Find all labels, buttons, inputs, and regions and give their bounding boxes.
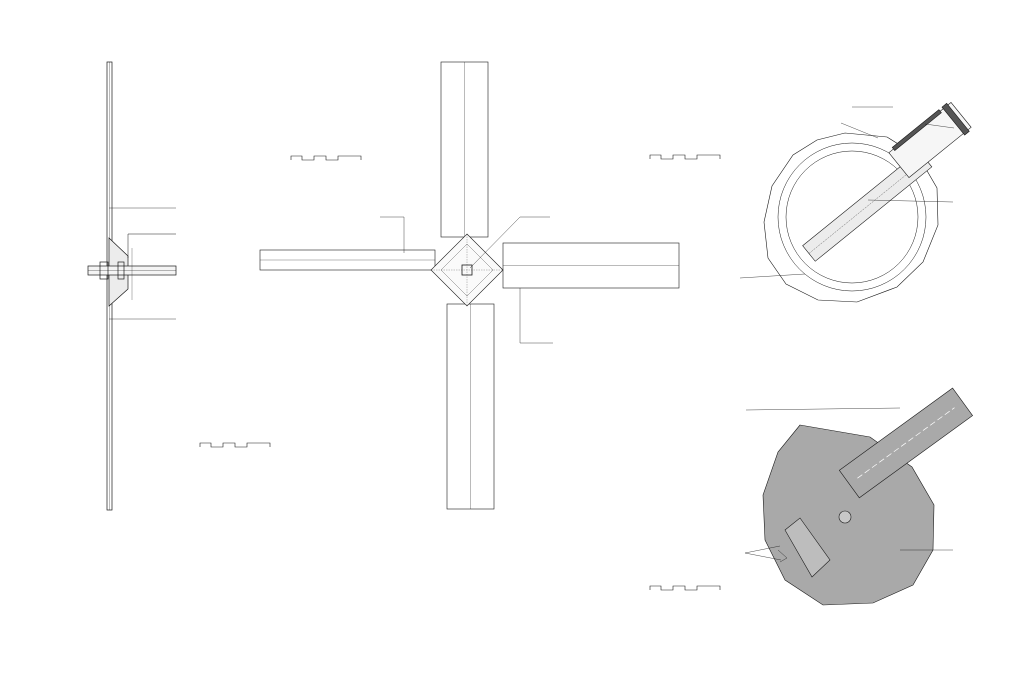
section-drawing — [88, 62, 176, 510]
blades-drawing — [260, 62, 679, 509]
roof-drawing — [745, 388, 973, 605]
ceiling-drawing — [740, 101, 972, 302]
scale-bars — [200, 155, 720, 590]
